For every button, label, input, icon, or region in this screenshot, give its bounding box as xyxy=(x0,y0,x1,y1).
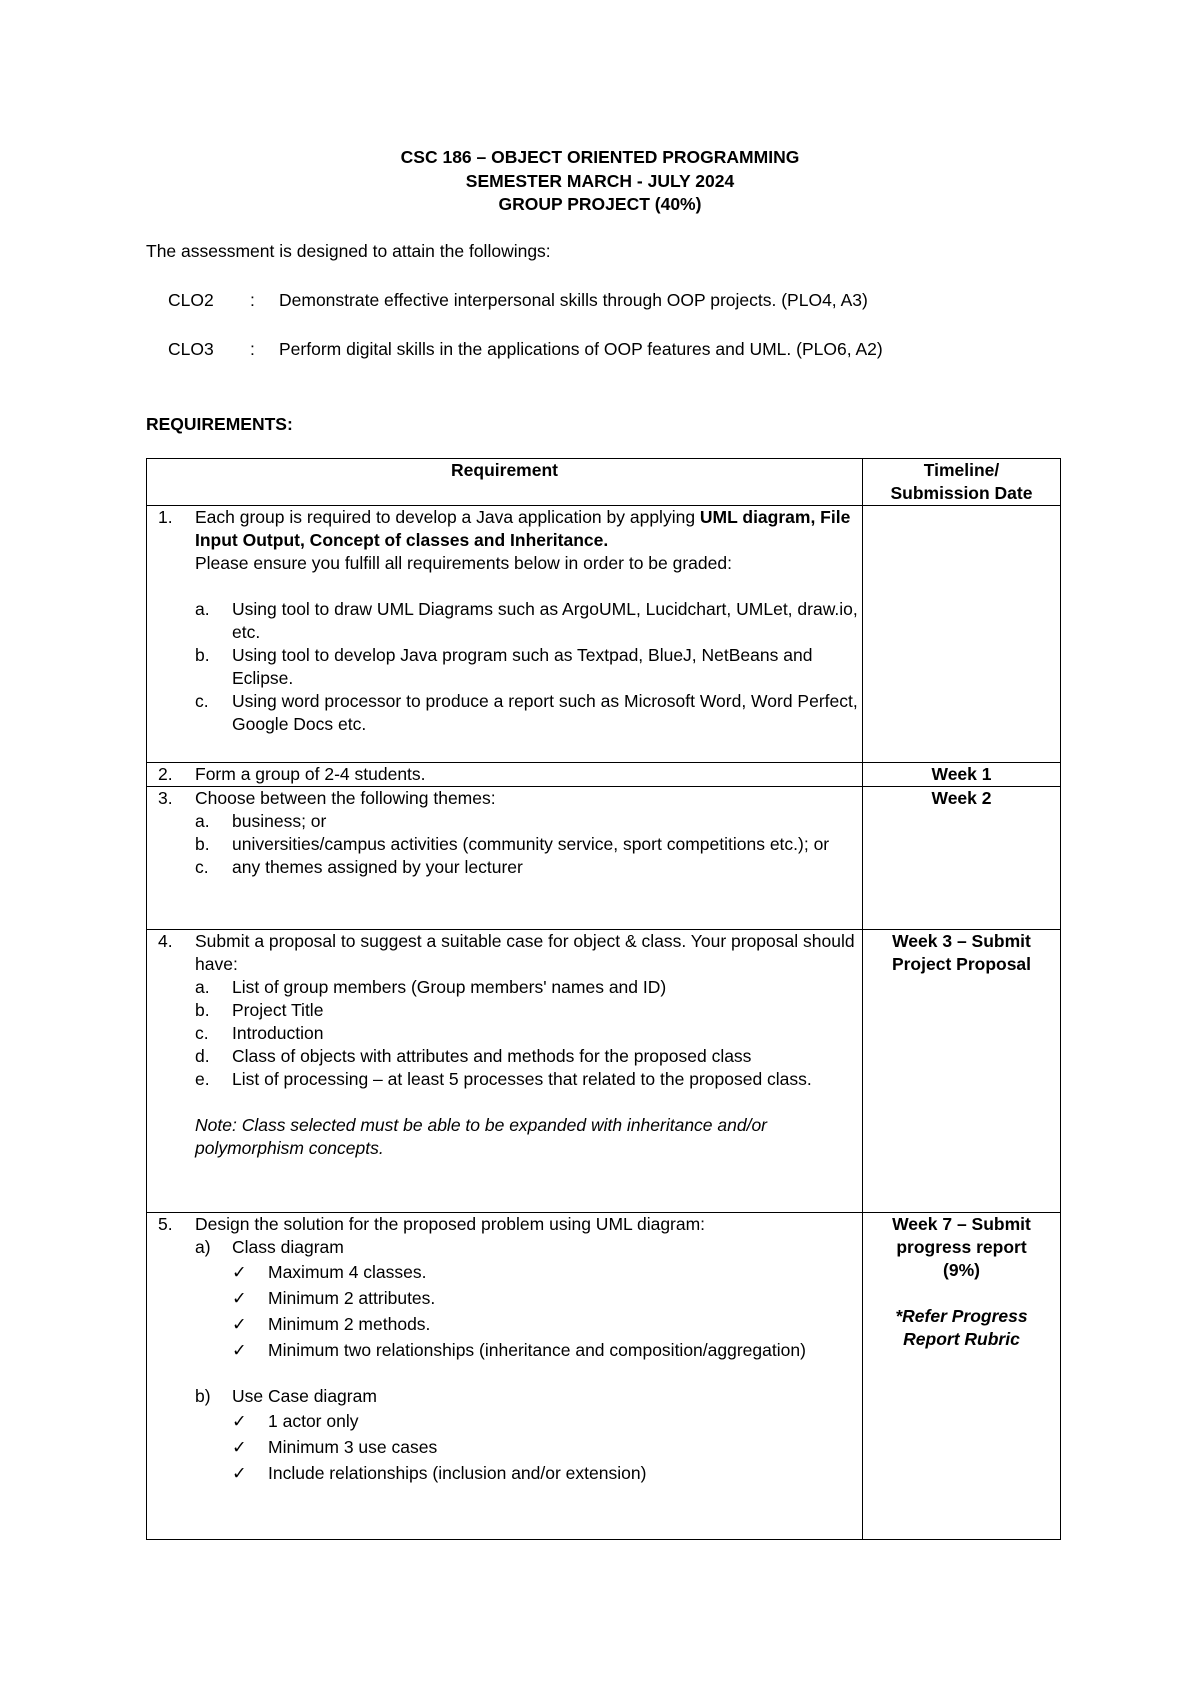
requirement-cell xyxy=(147,930,863,1213)
requirement-instruction: Please ensure you fulfill all requirements below in order to be graded: xyxy=(195,553,732,573)
checklist-item xyxy=(195,1408,862,1434)
sub-item xyxy=(195,598,862,644)
item-number: 3. xyxy=(158,788,173,808)
sub-item-text: Use Case diagram xyxy=(232,1386,377,1406)
requirements-heading: REQUIREMENTS: xyxy=(146,414,293,434)
sub-item xyxy=(195,999,862,1022)
table-row xyxy=(147,930,1061,1213)
requirement-text: Form a group of 2-4 students. xyxy=(195,764,426,784)
requirements-table xyxy=(146,458,1061,1540)
sub-item xyxy=(195,644,862,690)
clo-separator: : xyxy=(250,290,255,310)
sub-item-letter: c. xyxy=(195,691,209,711)
sub-item-letter: c. xyxy=(195,1023,209,1043)
requirement-column-header xyxy=(147,459,863,506)
assessment-title: GROUP PROJECT (40%) xyxy=(498,194,702,214)
sub-item-letter: d. xyxy=(195,1046,210,1066)
checkmark-icon: ✓ xyxy=(232,1288,247,1308)
requirement-item xyxy=(147,506,862,736)
sub-item xyxy=(195,856,862,879)
timeline-header-line: Submission Date xyxy=(890,483,1033,503)
requirement-cell xyxy=(147,1213,863,1540)
sub-item-letter: c. xyxy=(195,857,209,877)
checkmark-icon: ✓ xyxy=(232,1463,247,1483)
timeline-cell xyxy=(863,506,1061,763)
requirement-item xyxy=(147,930,862,1160)
requirement-text xyxy=(195,506,862,552)
sub-item-text: Class of objects with attributes and methods for the proposed class xyxy=(232,1046,752,1066)
table-row xyxy=(147,787,1061,930)
checklist-text: Minimum 2 methods. xyxy=(268,1314,431,1334)
sub-item-letter: a. xyxy=(195,599,210,619)
bold-text-segment: UML diagram, File Input Output, Concept of classes and Inheritance xyxy=(195,507,851,550)
sub-item-text: List of group members (Group members' names and ID) xyxy=(232,977,667,997)
table-row xyxy=(147,506,1061,763)
clo-separator: : xyxy=(250,339,255,359)
checklist-text: Maximum 4 classes. xyxy=(268,1262,427,1282)
requirement-item xyxy=(147,1213,862,1486)
sub-item-letter: b. xyxy=(195,834,210,854)
checklist-item xyxy=(195,1285,862,1311)
document-header xyxy=(0,146,1200,217)
semester-title: SEMESTER MARCH - JULY 2024 xyxy=(465,170,735,191)
sub-item-text: any themes assigned by your lecturer xyxy=(232,857,523,877)
rubric-note: *Refer Progress Report Rubric xyxy=(895,1306,1028,1349)
item-number: 4. xyxy=(158,931,173,951)
timeline-cell xyxy=(863,763,1061,787)
sub-item-letter: a) xyxy=(195,1237,211,1257)
checklist-item xyxy=(195,1434,862,1460)
requirement-cell xyxy=(147,787,863,930)
sub-item xyxy=(195,1236,862,1259)
sub-item-text: business; or xyxy=(232,811,327,831)
checklist-text: 1 actor only xyxy=(268,1411,359,1431)
sub-item xyxy=(195,690,862,736)
clo-description: Demonstrate effective interpersonal skills through OOP projects. (PLO4, A3) xyxy=(279,290,868,310)
checkmark-icon: ✓ xyxy=(232,1262,247,1282)
text-segment: . xyxy=(603,530,609,550)
sub-item-text: List of processing – at least 5 processes that related to the proposed class. xyxy=(232,1069,812,1089)
sub-item-text: Using tool to develop Java program such as Textpad, BlueJ, NetBeans and Eclipse. xyxy=(232,645,813,688)
timeline-text: Week 2 xyxy=(931,788,992,808)
checklist-text: Minimum 2 attributes. xyxy=(268,1288,436,1308)
intro-text: The assessment is designed to attain the followings: xyxy=(146,241,551,261)
checklist-item xyxy=(195,1311,862,1337)
sub-item xyxy=(195,1385,862,1408)
checklist-text: Include relationships (inclusion and/or extension) xyxy=(268,1463,647,1483)
sub-item-text: Using tool to draw UML Diagrams such as ArgoUML, Lucidchart, UMLet, draw.io, etc. xyxy=(232,599,858,642)
sub-item-letter: e. xyxy=(195,1069,210,1089)
requirement-header-text: Requirement xyxy=(451,460,558,480)
checklist-item xyxy=(195,1460,862,1486)
table-row xyxy=(147,763,1061,787)
text-segment: Each group is required to develop a Java application by applying xyxy=(195,507,700,527)
timeline-text: Week 1 xyxy=(931,764,992,784)
course-title: CSC 186 – OBJECT ORIENTED PROGRAMMING xyxy=(400,147,800,167)
requirement-item xyxy=(147,763,862,786)
sub-item-text: Using word processor to produce a report such as Microsoft Word, Word Perfect, Google Docs etc. xyxy=(232,691,858,734)
clo-description: Perform digital skills in the applications of OOP features and UML. (PLO6, A2) xyxy=(279,339,883,359)
requirement-note: Note: Class selected must be able to be expanded with inheritance and/or polymorphism concepts. xyxy=(195,1115,768,1158)
sub-item-letter: b. xyxy=(195,1000,210,1020)
sub-item xyxy=(195,810,862,833)
clo-code: CLO3 xyxy=(168,339,214,359)
requirement-text: Choose between the following themes: xyxy=(195,788,496,808)
timeline-text: Week 3 – Submit xyxy=(892,931,1031,951)
item-number: 5. xyxy=(158,1214,173,1234)
timeline-text: Project Proposal xyxy=(891,954,1032,974)
timeline-cell xyxy=(863,1213,1061,1540)
table-header-row xyxy=(147,459,1061,506)
timeline-cell xyxy=(863,930,1061,1213)
sub-item-text: Introduction xyxy=(232,1023,324,1043)
timeline-text: (9%) xyxy=(943,1260,980,1280)
timeline-header-line: Timeline/ xyxy=(923,460,1000,480)
requirement-text: Submit a proposal to suggest a suitable case for object & class. Your proposal should have: xyxy=(195,931,855,974)
timeline-text: progress report xyxy=(896,1237,1027,1257)
sub-item xyxy=(195,976,862,999)
checkmark-icon: ✓ xyxy=(232,1340,247,1360)
checklist-text: Minimum 3 use cases xyxy=(268,1437,438,1457)
sub-item-text: universities/campus activities (community service, sport competitions etc.); or xyxy=(232,834,830,854)
timeline-text: Week 7 – Submit xyxy=(892,1214,1031,1234)
sub-item-letter: b. xyxy=(195,645,210,665)
checkmark-icon: ✓ xyxy=(232,1411,247,1431)
sub-item-letter: a. xyxy=(195,811,210,831)
timeline-column-header xyxy=(863,459,1061,506)
checklist-item xyxy=(195,1259,862,1285)
sub-item-letter: b) xyxy=(195,1386,211,1406)
sub-item xyxy=(195,1045,862,1068)
requirement-item xyxy=(147,787,862,879)
sub-item-letter: a. xyxy=(195,977,210,997)
checklist-text: Minimum two relationships (inheritance and composition/aggregation) xyxy=(268,1340,806,1360)
table-row xyxy=(147,1213,1061,1540)
clo-code: CLO2 xyxy=(168,290,214,310)
checkmark-icon: ✓ xyxy=(232,1314,247,1334)
requirement-cell xyxy=(147,506,863,763)
sub-item-text: Class diagram xyxy=(232,1237,344,1257)
requirement-cell xyxy=(147,763,863,787)
checklist-item xyxy=(195,1337,862,1362)
item-number: 1. xyxy=(158,507,173,527)
item-number: 2. xyxy=(158,764,173,784)
sub-item-text: Project Title xyxy=(232,1000,324,1020)
sub-item xyxy=(195,833,862,856)
sub-item xyxy=(195,1068,862,1091)
sub-item xyxy=(195,1022,862,1045)
timeline-cell xyxy=(863,787,1061,930)
requirement-text: Design the solution for the proposed problem using UML diagram: xyxy=(195,1214,706,1234)
checkmark-icon: ✓ xyxy=(232,1437,247,1457)
